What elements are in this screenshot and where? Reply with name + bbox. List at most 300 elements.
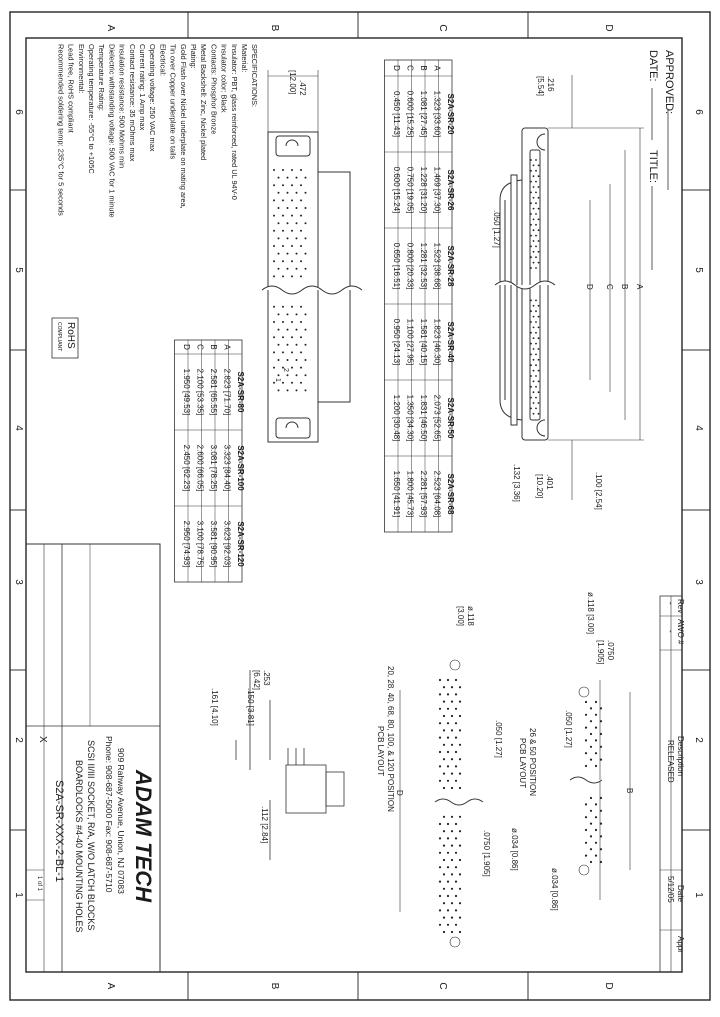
contact-dot — [287, 374, 289, 376]
contact-dot — [447, 881, 449, 883]
date-header: Date — [676, 885, 685, 902]
table-cell: 3.623 [92.03] — [222, 520, 232, 568]
drawing-description-1: SCSI II/III SOCKET, R/A, W/O LATCH BLOCKS — [86, 740, 96, 931]
contact-dot — [300, 184, 302, 186]
contact-dot — [451, 686, 453, 688]
contact-dot — [305, 237, 307, 239]
table-header-cell: S2A-SR-68 — [445, 473, 455, 515]
contact-dot — [447, 708, 449, 710]
contact-dot — [595, 855, 597, 857]
contact-dot — [296, 329, 298, 331]
contact-dot — [455, 837, 457, 839]
contact-dot — [530, 397, 532, 399]
contact-dot — [590, 733, 592, 735]
contact-dot — [291, 275, 293, 277]
contact-dot — [300, 215, 302, 217]
spec-line: Contacts: Phosphor Bronze — [209, 44, 219, 135]
contact-dot — [282, 275, 284, 277]
contact-dot — [443, 816, 445, 818]
contact-dot — [443, 773, 445, 775]
contact-dot — [439, 780, 441, 782]
contact-dot — [455, 765, 457, 767]
contact-dot — [538, 165, 540, 167]
contact-dot — [282, 199, 284, 201]
contact-dot — [300, 169, 302, 171]
contact-dot — [600, 759, 602, 761]
contact-dot — [291, 382, 293, 384]
contact-dot — [600, 835, 602, 837]
contact-dot — [300, 275, 302, 277]
contact-dot — [451, 816, 453, 818]
spec-line: Insulator: PBT, glass reinforced, rated UL 94V-0 — [229, 44, 239, 200]
contact-dot — [530, 300, 532, 302]
contact-dot — [447, 823, 449, 825]
contact-dot — [287, 207, 289, 209]
contact-dot — [585, 816, 587, 818]
contact-dot — [538, 413, 540, 415]
contact-dot — [530, 375, 532, 377]
contact-dot — [590, 759, 592, 761]
contact-dot — [538, 175, 540, 177]
dim-a-front: A — [635, 284, 644, 290]
contact-dot — [585, 714, 587, 716]
contact-dot — [535, 386, 537, 388]
zone-number-left-3: 3 — [13, 579, 24, 585]
contact-dot — [535, 408, 537, 410]
contact-dot — [296, 237, 298, 239]
approval-block — [647, 50, 675, 270]
scale-value: X — [37, 736, 48, 743]
pin-tag-1: 1 — [274, 378, 281, 382]
contact-dot — [291, 306, 293, 308]
table-header-cell: S2A-SR-28 — [445, 245, 455, 287]
break-line-side — [262, 286, 362, 294]
contact-dot — [278, 253, 280, 255]
rohs-compliant-text: COMPLIANT — [56, 322, 62, 352]
contact-dot — [443, 873, 445, 875]
pcb-layout-small — [518, 592, 634, 911]
contact-dot — [305, 389, 307, 391]
table-cell: 2.600 [66.05] — [195, 444, 205, 492]
contact-dot — [291, 230, 293, 232]
contact-dot — [538, 327, 540, 329]
company-address: 909 Rahway Avenue, Union, NJ 07083 — [116, 748, 126, 894]
contact-dot — [533, 240, 535, 242]
zone-number-left-4: 4 — [13, 425, 24, 431]
contact-dot — [535, 300, 537, 302]
table-cell: 2.523 [64.08] — [432, 470, 442, 518]
contact-dot — [533, 359, 535, 361]
contact-dot — [530, 224, 532, 226]
contact-dot — [538, 262, 540, 264]
contact-dot — [590, 848, 592, 850]
contact-dot — [447, 679, 449, 681]
contact-dot — [291, 336, 293, 338]
table-cell: 1.823 [46.30] — [432, 318, 442, 366]
contact-dot — [535, 354, 537, 356]
contact-dot — [595, 816, 597, 818]
contact-dot — [533, 316, 535, 318]
contact-dot — [291, 321, 293, 323]
dim-554: [5.54] — [536, 76, 545, 97]
dim-c-front: C — [605, 284, 614, 290]
sheet-value: 1 of 1 — [36, 876, 42, 892]
contact-dot — [443, 888, 445, 890]
contact-dot — [455, 881, 457, 883]
contact-dot — [459, 816, 461, 818]
pin-tag-2: 2 — [282, 368, 289, 372]
contact-dot — [305, 313, 307, 315]
contact-dot — [296, 177, 298, 179]
contact-dot — [439, 909, 441, 911]
contact-dot — [533, 370, 535, 372]
contact-dot — [273, 367, 275, 369]
spec-line: Metal Backshell: Zinc, Nickel plated — [199, 44, 209, 161]
contact-dot — [278, 313, 280, 315]
contact-dot — [533, 229, 535, 231]
contact-dot — [296, 253, 298, 255]
contact-dot — [439, 765, 441, 767]
dim-pitch-front: .050 [1.27] — [492, 210, 501, 248]
zone-number-right-1: 1 — [693, 892, 704, 898]
contact-dot — [533, 305, 535, 307]
contact-dot — [530, 343, 532, 345]
table-cell: C — [195, 344, 205, 350]
contact-dot — [538, 402, 540, 404]
contact-dot — [538, 391, 540, 393]
table-cell: 2.281 [57.93] — [418, 470, 428, 518]
table-cell: 0.600 [15.24] — [391, 166, 401, 214]
contact-dot — [443, 931, 445, 933]
contact-dot — [533, 197, 535, 199]
contact-dot — [533, 208, 535, 210]
contact-dot — [278, 222, 280, 224]
contact-dot — [282, 321, 284, 323]
contact-dot — [282, 184, 284, 186]
dim-216: .216 — [546, 76, 555, 92]
contact-dot — [590, 746, 592, 748]
rev-header: Rev — [676, 599, 685, 614]
contact-dot — [538, 359, 540, 361]
contact-dot — [530, 170, 532, 172]
contact-dot — [296, 389, 298, 391]
zone-letter-bottom-a: A — [105, 982, 116, 990]
contact-dot — [459, 888, 461, 890]
contact-dot — [282, 306, 284, 308]
contact-dot — [282, 382, 284, 384]
contact-dot — [530, 213, 532, 215]
table-cell: 1.800 [45.73] — [405, 470, 415, 518]
dimension-table-2 — [175, 340, 245, 582]
contact-dot — [443, 686, 445, 688]
spec-line: Contact resistance: 35 mOhms max — [127, 44, 137, 162]
contact-dot — [273, 184, 275, 186]
spec-line: Electrical: — [158, 44, 168, 77]
contact-dot — [459, 744, 461, 746]
awo-value: - — [666, 630, 675, 633]
contact-dot — [273, 306, 275, 308]
contact-dot — [278, 344, 280, 346]
table-cell: 3.081 [78.25] — [208, 444, 218, 492]
contact-dot — [291, 215, 293, 217]
contact-dot — [291, 245, 293, 247]
contact-dot — [535, 364, 537, 366]
contact-dot — [296, 359, 298, 361]
contact-dot — [305, 177, 307, 179]
contact-dot — [287, 253, 289, 255]
contact-dot — [451, 888, 453, 890]
zone-number-right-6: 6 — [693, 109, 704, 115]
contact-dot — [533, 348, 535, 350]
spec-line: Material: — [240, 44, 249, 73]
contact-dot — [459, 902, 461, 904]
contact-dot — [538, 240, 540, 242]
table-cell: 1.323 [33.60] — [432, 90, 442, 138]
contact-dot — [535, 375, 537, 377]
spec-line: Dielectric withstanding voltage: 500 VAC for 1 minute — [107, 44, 117, 218]
title-block — [26, 544, 160, 972]
drawing-description-2: BOARDLOCKS #4-40 MOUNTING HOLES — [74, 760, 84, 933]
contact-dot — [300, 260, 302, 262]
contact-dot — [287, 329, 289, 331]
contact-dot — [305, 207, 307, 209]
contact-dot — [287, 344, 289, 346]
contact-dot — [287, 389, 289, 391]
dim-112: .112 [2.84] — [260, 806, 269, 844]
dim-253b: [6.42] — [252, 670, 261, 691]
contact-dot — [287, 192, 289, 194]
dim-d-front: D — [585, 284, 594, 290]
zone-number-left-2: 2 — [13, 737, 24, 743]
spec-heading: SPECIFICATIONS: — [250, 44, 259, 108]
contact-dot — [447, 751, 449, 753]
dim-d-pcb: D — [395, 790, 404, 796]
contact-dot — [538, 316, 540, 318]
contact-dot — [535, 159, 537, 161]
dim-1200: [12.00] — [288, 70, 297, 95]
contact-dot — [443, 917, 445, 919]
contact-dot — [291, 351, 293, 353]
contact-dot — [585, 855, 587, 857]
contact-dot — [447, 765, 449, 767]
contact-dot — [447, 837, 449, 839]
contact-dot — [443, 859, 445, 861]
contact-dot — [538, 251, 540, 253]
contact-dot — [538, 348, 540, 350]
table-cell: 2.950 [74.93] — [181, 520, 191, 568]
contact-dot — [273, 321, 275, 323]
contact-dot — [300, 321, 302, 323]
contact-dot — [296, 192, 298, 194]
table-cell: 1.100 [27.95] — [405, 318, 415, 366]
contact-dot — [291, 184, 293, 186]
contact-dot — [533, 165, 535, 167]
contact-dot — [533, 402, 535, 404]
table-header-cell: S2A-SR-20 — [445, 93, 455, 135]
contact-dot — [585, 842, 587, 844]
contact-dot — [455, 751, 457, 753]
contact-dot — [278, 329, 280, 331]
specifications — [56, 44, 259, 218]
table-cell: 1.831 [46.50] — [418, 394, 428, 442]
contact-dot — [451, 931, 453, 933]
contact-dot — [535, 181, 537, 183]
contact-dot — [451, 701, 453, 703]
contact-dot — [455, 780, 457, 782]
dim-161: .161 [4.10] — [210, 688, 219, 726]
spec-line: Plating: — [189, 44, 198, 69]
contact-dot — [530, 246, 532, 248]
contact-dot — [447, 693, 449, 695]
contact-dot — [305, 344, 307, 346]
pcb-layout-large — [376, 606, 519, 947]
pcb-large-title-2: PCB LAYOUT — [376, 726, 385, 777]
contact-dot — [439, 708, 441, 710]
contact-dot — [455, 852, 457, 854]
contact-dot — [535, 246, 537, 248]
contact-dot — [305, 268, 307, 270]
contact-dot — [273, 351, 275, 353]
zone-number-left-5: 5 — [13, 267, 24, 273]
contact-dot — [530, 192, 532, 194]
contact-dot — [538, 370, 540, 372]
zone-letter-top-d: D — [603, 24, 614, 32]
contact-dot — [585, 765, 587, 767]
contact-dot — [533, 175, 535, 177]
contact-dot — [538, 229, 540, 231]
side-contact-dots — [273, 169, 307, 391]
table-cell: 3.323 [84.40] — [222, 444, 232, 492]
contact-dot — [538, 208, 540, 210]
dim-118b: [3.00] — [456, 606, 465, 627]
contact-dot — [451, 902, 453, 904]
contact-dot — [455, 693, 457, 695]
contact-dot — [585, 752, 587, 754]
zone-number-right-2: 2 — [693, 737, 704, 743]
contact-dot — [530, 321, 532, 323]
contact-dot — [273, 215, 275, 217]
contact-dot — [535, 343, 537, 345]
contact-dot — [443, 715, 445, 717]
contact-dot — [296, 268, 298, 270]
contact-dot — [300, 306, 302, 308]
contact-dot — [447, 895, 449, 897]
contact-dot — [459, 931, 461, 933]
contact-dot — [296, 344, 298, 346]
dim-150: .150 [3.81] — [246, 688, 255, 726]
contact-dot — [530, 310, 532, 312]
contact-dot — [439, 881, 441, 883]
zone-number-left-1: 1 — [13, 892, 24, 898]
contact-dot — [296, 313, 298, 315]
contact-dot — [300, 336, 302, 338]
contact-dot — [459, 773, 461, 775]
break-line-front — [495, 281, 555, 289]
dim-118a: ø.118 — [466, 606, 475, 626]
contact-dot — [535, 170, 537, 172]
contact-dot — [443, 744, 445, 746]
contact-dot — [451, 715, 453, 717]
table-header-cell: S2A-SR-50 — [445, 397, 455, 439]
contact-dot — [305, 192, 307, 194]
contact-dot — [530, 256, 532, 258]
contact-dot — [530, 267, 532, 269]
contact-dot — [300, 230, 302, 232]
dim-401b: [10.20] — [535, 474, 544, 499]
contact-dot — [590, 835, 592, 837]
dim-132: .132 [3.36] — [512, 464, 521, 502]
contact-dot — [451, 873, 453, 875]
zone-letter-bottom-b: B — [269, 982, 280, 990]
contact-dot — [443, 758, 445, 760]
zone-number-right-4: 4 — [693, 425, 704, 431]
rohs-badge — [52, 318, 78, 358]
table-header-cell: S2A-SR-26 — [445, 169, 455, 211]
contact-dot — [595, 803, 597, 805]
contact-dot — [451, 845, 453, 847]
spec-line: Insulator color: Black — [219, 44, 229, 113]
company-phone: Phone: 908-687-5000 Fax: 908-687-5710 — [104, 736, 114, 893]
spec-line: Tin over Copper underplate on tails — [168, 44, 178, 160]
contact-dot — [595, 727, 597, 729]
table-cell: 3.100 [78.75] — [195, 520, 205, 568]
contact-dot — [443, 729, 445, 731]
contact-dot — [530, 235, 532, 237]
contact-dot — [533, 381, 535, 383]
contact-dot — [439, 722, 441, 724]
table-cell: 0.450 [11.43] — [391, 90, 401, 138]
contact-dot — [535, 202, 537, 204]
appr-header: Appr — [676, 936, 685, 953]
dim-472: .472 — [298, 80, 307, 96]
contact-dot — [459, 873, 461, 875]
contact-dot — [300, 245, 302, 247]
spec-line: Insulation resistance: 500 Mohms min — [117, 44, 127, 169]
table-cell: 2.450 [62.23] — [181, 444, 191, 492]
contact-dot — [300, 382, 302, 384]
contact-dot — [273, 382, 275, 384]
table-cell: 1.281 [32.53] — [418, 242, 428, 290]
contact-dot — [535, 224, 537, 226]
contact-dot — [533, 262, 535, 264]
contact-dot — [278, 207, 280, 209]
contact-dot — [447, 924, 449, 926]
contact-dot — [533, 251, 535, 253]
table-header-cell: S2A-SR-40 — [445, 321, 455, 363]
table-cell: 1.081 [27.45] — [418, 90, 428, 138]
contact-dot — [300, 367, 302, 369]
contact-dot — [538, 197, 540, 199]
zone-number-right-5: 5 — [693, 267, 704, 273]
contact-dot — [585, 803, 587, 805]
contact-dot — [439, 679, 441, 681]
contact-dot — [538, 186, 540, 188]
contact-dot — [282, 351, 284, 353]
contact-dot — [595, 701, 597, 703]
contact-dot — [287, 359, 289, 361]
awo-header: AWO # — [676, 619, 685, 645]
table-header-cell: S2A-SR-120 — [235, 521, 245, 567]
contact-dot — [451, 830, 453, 832]
date-value: 5/12/05 — [666, 876, 675, 903]
contact-dot — [455, 737, 457, 739]
company-name: ADAM TECH — [131, 770, 156, 902]
contact-dot — [535, 332, 537, 334]
contact-dot — [590, 797, 592, 799]
spec-line: Current rating: 1 Amp max — [138, 44, 147, 131]
contact-dot — [595, 842, 597, 844]
dim-034b: ø.034 [0.86] — [510, 828, 519, 871]
